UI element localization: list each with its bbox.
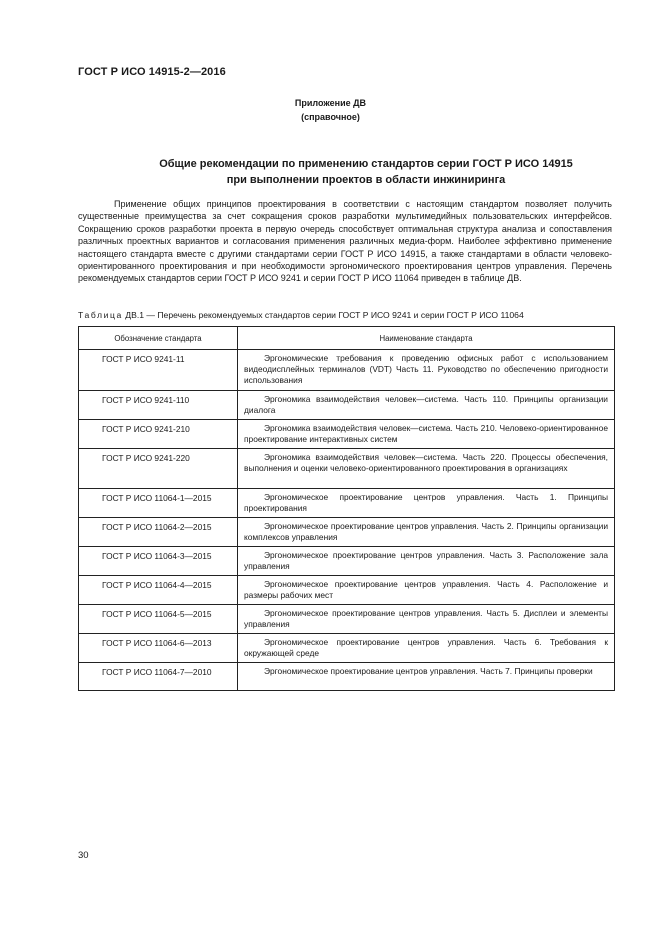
body-text <box>78 198 612 285</box>
standard-name <box>238 391 615 420</box>
table-caption-text: ДВ.1 — Перечень рекомендуемых стандартов серии ГОСТ Р ИСО 9241 и серии ГОСТ Р ИСО 11064 <box>125 310 524 320</box>
table-row <box>79 547 615 576</box>
standard-name <box>238 518 615 547</box>
document-code-header: ГОСТ Р ИСО 14915-2—2016 <box>78 66 226 78</box>
standard-name-text: Эргономика взаимодействия человек—система. Часть 220. Процессы обеспечения, выполнения и оценки человеко-ориентированного проектирования в организациях <box>244 452 608 473</box>
table-caption <box>78 310 618 320</box>
standard-name-text: Эргономическое проектирование центров управления. Часть 3. Расположение зала управления <box>244 550 608 571</box>
standard-name <box>238 634 615 663</box>
table-row <box>79 518 615 547</box>
standard-name-text: Эргономика взаимодействия человек—система. Часть 110. Принципы организации диалога <box>244 394 608 415</box>
standards-table <box>78 326 615 691</box>
table-row <box>79 391 615 420</box>
standard-name <box>238 489 615 518</box>
standard-code: ГОСТ Р ИСО 11064-1—2015 <box>79 489 238 518</box>
standard-name-text: Эргономическое проектирование центров управления. Часть 5. Дисплеи и элементы управления <box>244 608 608 629</box>
title-line-1: Общие рекомендации по применению стандартов серии ГОСТ Р ИСО 14915 <box>159 158 573 170</box>
standard-code: ГОСТ Р ИСО 9241-110 <box>79 391 238 420</box>
standard-code: ГОСТ Р ИСО 11064-6—2013 <box>79 634 238 663</box>
appendix-label: Приложение ДВ <box>294 98 367 108</box>
table-row <box>79 576 615 605</box>
standard-code: ГОСТ Р ИСО 9241-220 <box>79 449 238 489</box>
standard-name-text: Эргономическое проектирование центров управления. Часть 4. Расположение и размеры рабочих мест <box>244 579 608 600</box>
standard-name <box>238 605 615 634</box>
standard-code: ГОСТ Р ИСО 9241-210 <box>79 420 238 449</box>
table-caption-prefix: Таблица <box>78 310 123 320</box>
standard-code: ГОСТ Р ИСО 11064-4—2015 <box>79 576 238 605</box>
standard-code: ГОСТ Р ИСО 11064-7—2010 <box>79 663 238 691</box>
standard-name <box>238 449 615 489</box>
standard-name <box>238 350 615 391</box>
standard-name-text: Эргономические требования к проведению офисных работ с использованием видеодисплейных терминалов (VDT) Часть 11. Руководство по обеспечению пригодности использования <box>244 353 608 385</box>
standard-name-text: Эргономическое проектирование центров управления. Часть 1. Принципы проектирования <box>244 492 608 513</box>
table-row <box>79 449 615 489</box>
appendix-heading <box>0 96 661 124</box>
table-row <box>79 634 615 663</box>
title-line-2: при выполнении проектов в области инжиниринга <box>226 174 506 186</box>
table-row <box>79 605 615 634</box>
standard-code: ГОСТ Р ИСО 11064-5—2015 <box>79 605 238 634</box>
standard-name <box>238 547 615 576</box>
standard-name-text: Эргономическое проектирование центров управления. Часть 2. Принципы организации комплексов управления <box>244 521 608 542</box>
standard-code: ГОСТ Р ИСО 11064-2—2015 <box>79 518 238 547</box>
table-header-row <box>79 327 615 350</box>
table-row <box>79 489 615 518</box>
appendix-type: (справочное) <box>301 112 360 122</box>
table-row <box>79 350 615 391</box>
standard-name-text: Эргономика взаимодействия человек—система. Часть 210. Человеко-ориентированное проектирование интерактивных систем <box>244 423 608 444</box>
column-header-name: Наименование стандарта <box>238 327 615 350</box>
table-row <box>79 663 615 691</box>
section-title <box>60 156 661 188</box>
standard-name <box>238 420 615 449</box>
standard-name <box>238 663 615 691</box>
standard-name-text: Эргономическое проектирование центров управления. Часть 7. Принципы проверки <box>264 666 593 676</box>
page-number: 30 <box>78 850 89 861</box>
column-header-code: Обозначение стандарта <box>79 327 238 350</box>
standard-name <box>238 576 615 605</box>
standard-code: ГОСТ Р ИСО 9241-11 <box>79 350 238 391</box>
table-row <box>79 420 615 449</box>
body-paragraph: Применение общих принципов проектирования в соответствии с настоящим стандартом позволяет получить существенные преимущества за счет сокращения сроков разработки мультимедийных пользовательских интерфейсов. Сокращению сроков разработки проекта в первую очередь способствует оптимальная структура анализа и сопоставления различных проектных вариантов и согласования применения различных медиа-форм. Наиболее эффективно применение настоящего стандарта вместе с другими стандартами серии ГОСТ Р ИСО 14915, а также стандартами в области человеко-ориентированного проектирования и при необходимости эргономического проектирования центров управления. Перечень рекомендуемых стандартов серии ГОСТ Р ИСО 9241 и серии ГОСТ Р ИСО 11064 приведен в таблице ДВ. <box>78 199 612 284</box>
standard-code: ГОСТ Р ИСО 11064-3—2015 <box>79 547 238 576</box>
standard-name-text: Эргономическое проектирование центров управления. Часть 6. Требования к окружающей среде <box>244 637 608 658</box>
